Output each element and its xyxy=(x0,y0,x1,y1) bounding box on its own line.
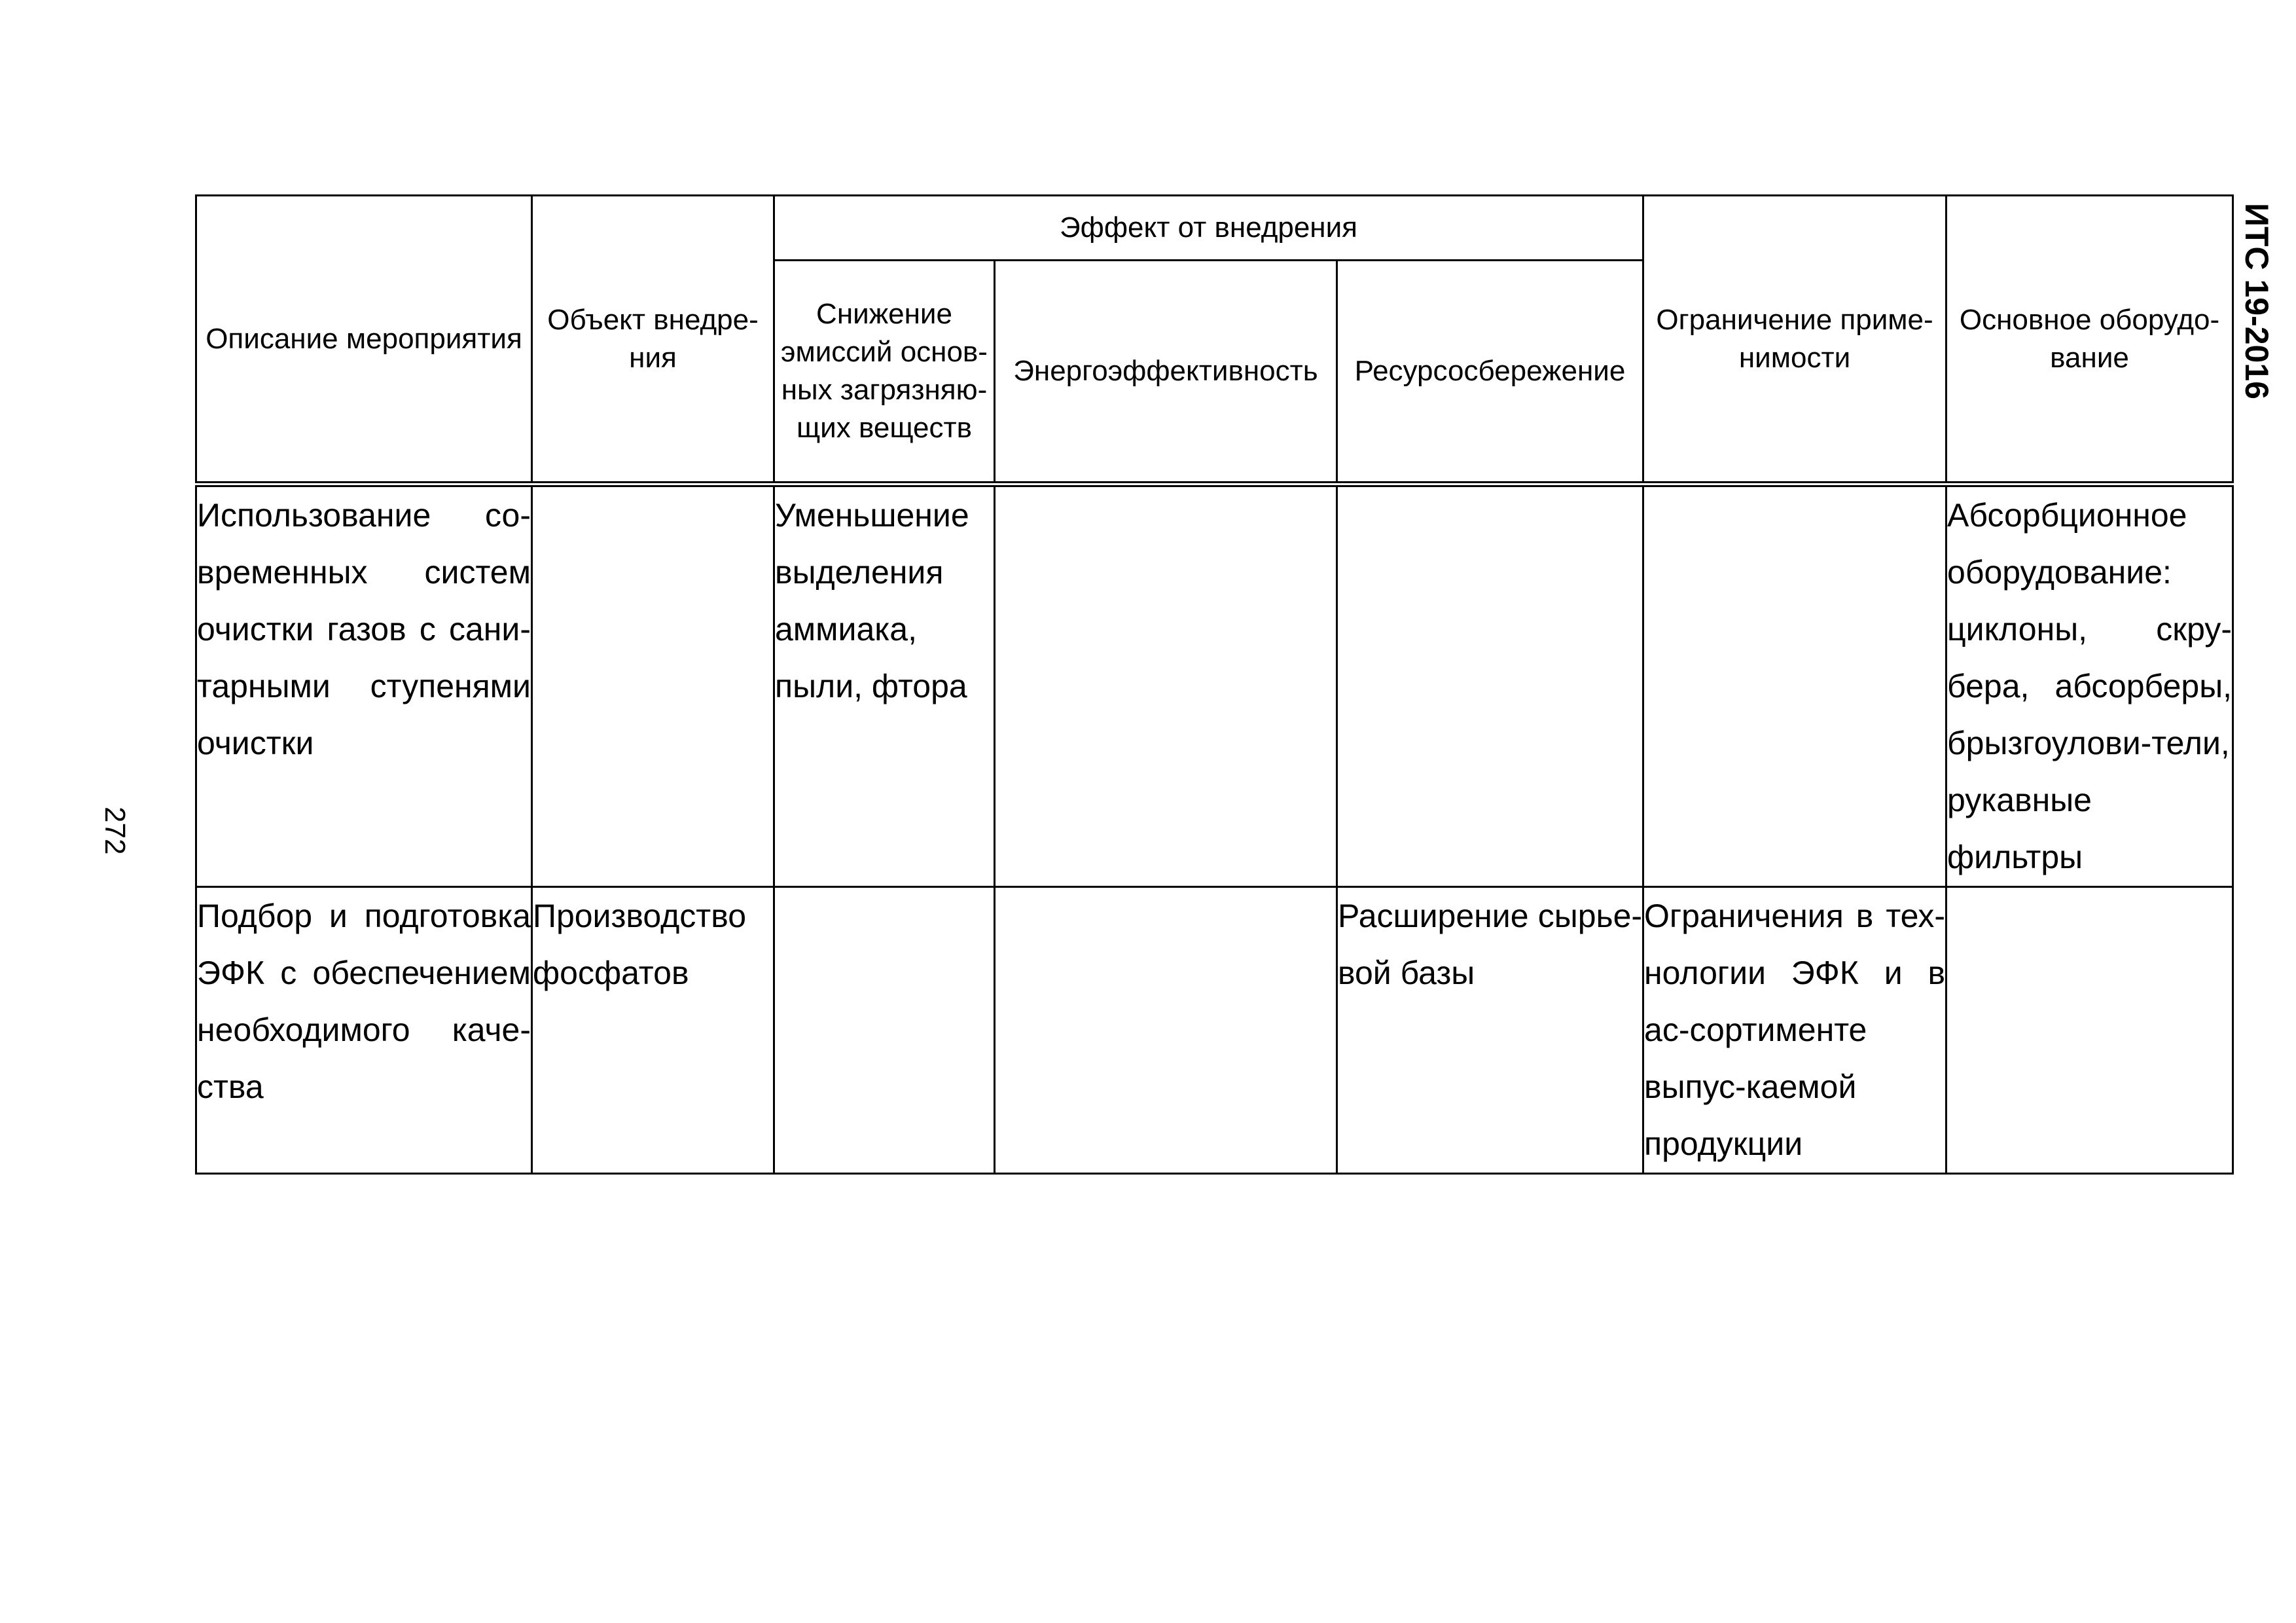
table-row xyxy=(196,887,2233,1174)
table-row xyxy=(196,484,2233,887)
cell-limitations xyxy=(1643,484,1946,887)
cell-resource-saving: Расширение сырье-вой базы xyxy=(1337,887,1643,1174)
header-energy-efficiency: Энергоэффективность xyxy=(995,261,1337,484)
cell-emission-reduction xyxy=(774,887,995,1174)
header-object: Объект внедре-ния xyxy=(532,196,774,484)
cell-energy-efficiency xyxy=(995,887,1337,1174)
document-id: ИТС 19-2016 xyxy=(2238,203,2275,399)
cell-resource-saving xyxy=(1337,484,1643,887)
header-emission-reduction: Снижение эмиссий основ-ных загрязняю-щих веществ xyxy=(774,261,995,484)
cell-object xyxy=(532,484,774,887)
header-description: Описание мероприятия xyxy=(196,196,532,484)
cell-object: Производство фосфатов xyxy=(532,887,774,1174)
cell-equipment xyxy=(1946,887,2233,1174)
table-header-row xyxy=(196,196,2233,261)
header-limitations: Ограничение приме-нимости xyxy=(1643,196,1946,484)
measures-table xyxy=(195,194,2234,1175)
cell-limitations: Ограничения в тех-нологии ЭФК и в ас-сортименте выпус-каемой продукции xyxy=(1643,887,1946,1174)
header-effect-group: Эффект от внедрения xyxy=(774,196,1643,261)
header-resource-saving: Ресурсосбережение xyxy=(1337,261,1643,484)
cell-equipment: Абсорбционное оборудование: циклоны, скру-бера, абсорберы, брызгоулови-тели, рукавные фильтры xyxy=(1946,484,2233,887)
cell-description: Использование со-временных систем очистки газов с сани-тарными ступенями очистки xyxy=(196,484,532,887)
page-number: 272 xyxy=(99,807,131,855)
header-equipment: Основное оборудо-вание xyxy=(1946,196,2233,484)
cell-emission-reduction: Уменьшение выделения аммиака, пыли, фтора xyxy=(774,484,995,887)
cell-description: Подбор и подготовка ЭФК с обеспечением необходимого каче-ства xyxy=(196,887,532,1174)
cell-energy-efficiency xyxy=(995,484,1337,887)
